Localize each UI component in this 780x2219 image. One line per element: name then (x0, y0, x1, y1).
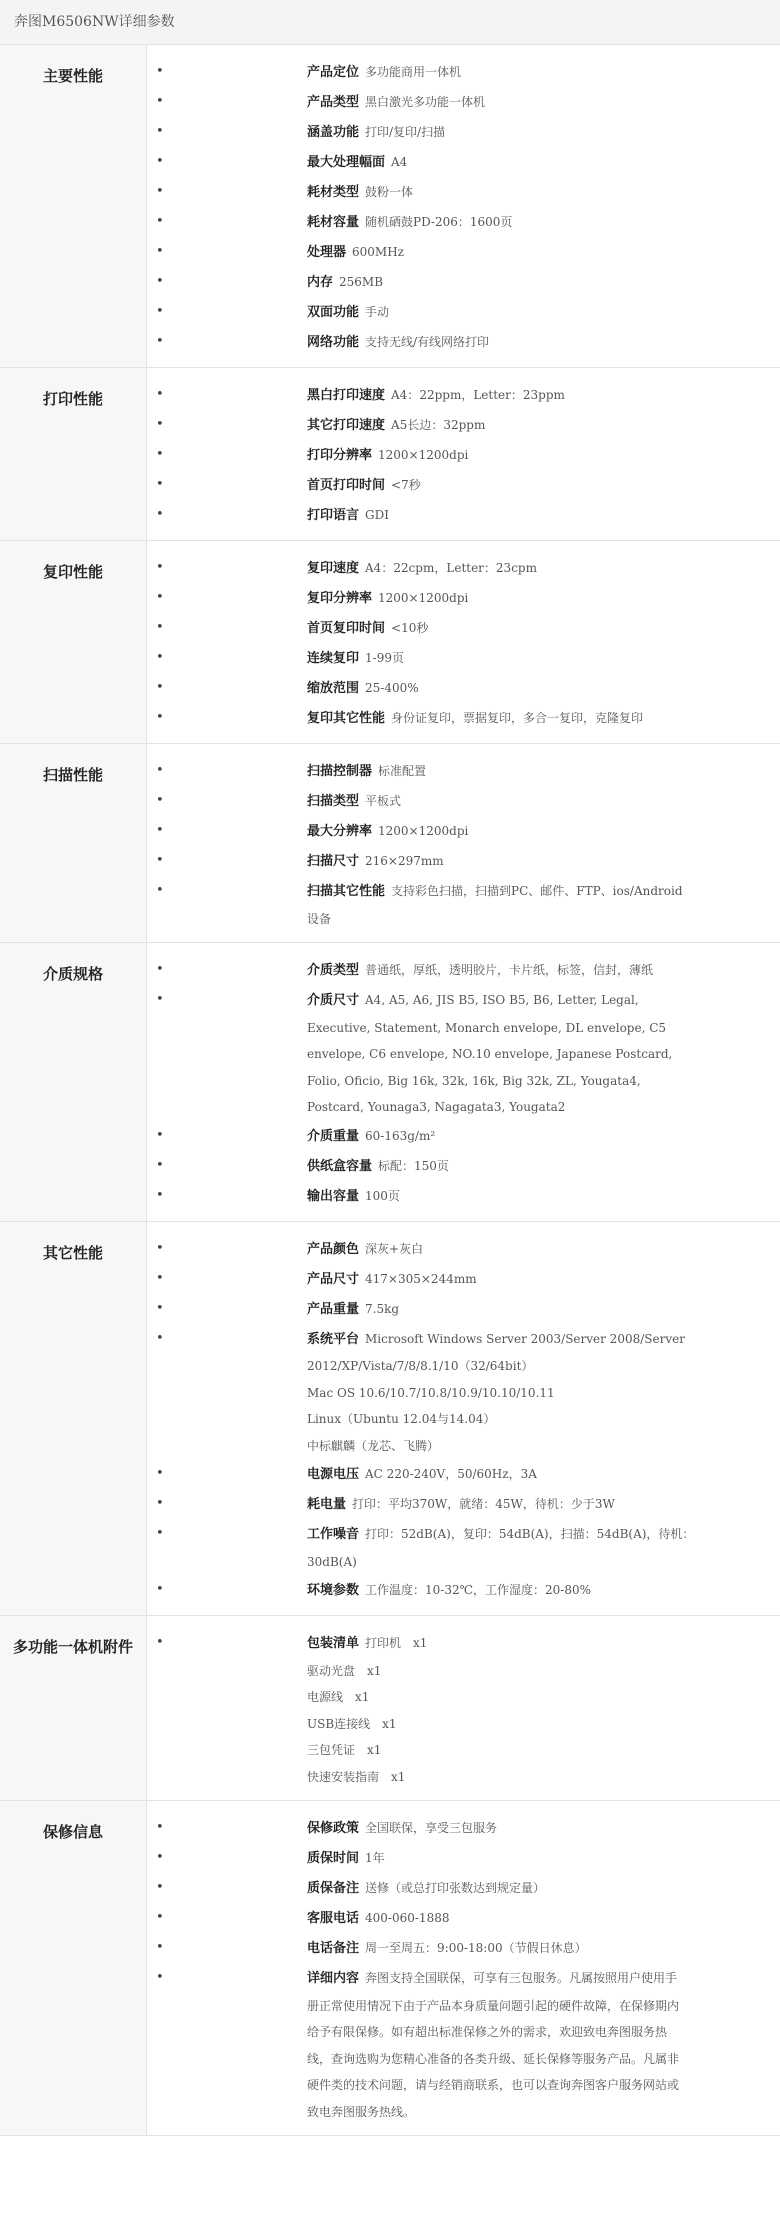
bullet-icon: • (156, 1270, 164, 1286)
spec-section (0, 1801, 780, 2136)
spec-label: 耗电量 (307, 1497, 347, 1512)
section-label: 多功能一体机附件 (0, 1616, 147, 1800)
spec-row (147, 1324, 780, 1460)
bullet-icon: • (156, 1300, 164, 1316)
bullet-icon: • (156, 1330, 164, 1346)
bullet-icon: • (156, 853, 164, 868)
bullet-icon: • (156, 274, 164, 289)
bullet-icon: • (156, 1820, 164, 1835)
spec-value: 手动 (365, 305, 390, 319)
spec-cell (307, 583, 780, 613)
spec-cell (307, 673, 780, 703)
spec-value: 400-060-1888 (365, 1911, 450, 1925)
section-body (147, 1616, 780, 1800)
spec-label: 电源电压 (307, 1467, 360, 1482)
spec-label: 耗材容量 (307, 215, 360, 230)
spec-label: 复印分辨率 (307, 591, 373, 606)
spec-cell (307, 177, 780, 207)
spec-row (147, 1933, 780, 1963)
spec-label: 包装清单 (307, 1636, 360, 1651)
bullet-icon: • (156, 1526, 164, 1541)
spec-cell (307, 643, 780, 673)
spec-section (0, 1616, 780, 1801)
spec-value: 7.5kg (365, 1301, 400, 1316)
section-label: 主要性能 (0, 45, 147, 367)
spec-row (147, 57, 780, 87)
spec-label: 黑白打印速度 (307, 388, 386, 403)
spec-value-line: 快速安装指南 x1 (307, 1769, 406, 1784)
bullet-icon: • (156, 64, 164, 79)
spec-value: 1200×1200dpi (378, 591, 469, 605)
spec-label: 工作噪音 (307, 1527, 360, 1542)
spec-value: 平板式 (365, 794, 402, 808)
spec-row (147, 470, 780, 500)
spec-cell (307, 57, 780, 87)
spec-cell (307, 1873, 780, 1903)
spec-cell (307, 1933, 780, 1963)
bullet-icon: • (156, 477, 164, 492)
spec-value-line: 硬件类的技术问题，请与经销商联系，也可以查询奔图客户服务网站或 (307, 2078, 680, 2092)
spec-label: 产品颜色 (307, 1241, 360, 1257)
section-label: 介质规格 (0, 943, 147, 1221)
spec-section (0, 368, 780, 541)
spec-value: 216×297mm (365, 854, 444, 868)
spec-value-line: 致电奔图服务热线。 (307, 2104, 416, 2119)
spec-value-line: 册正常使用情况下由于产品本身质量问题引起的硬件故障，在保修期内 (307, 1998, 680, 2013)
bullet-icon: • (156, 334, 164, 349)
spec-row (147, 237, 780, 267)
bullet-icon: • (156, 1970, 164, 1985)
spec-row (147, 756, 780, 786)
section-body (147, 368, 780, 540)
spec-label: 最大分辨率 (307, 824, 373, 839)
spec-label: 耗材类型 (307, 185, 360, 200)
spec-label: 其它打印速度 (307, 418, 386, 433)
spec-value: 1200×1200dpi (378, 448, 469, 462)
spec-row (147, 207, 780, 237)
bullet-icon: • (156, 417, 164, 432)
spec-label: 质保备注 (307, 1881, 360, 1896)
spec-label: 首页复印时间 (307, 621, 386, 636)
spec-cell (307, 237, 780, 267)
spec-label: 缩放范围 (307, 681, 360, 696)
spec-value: <7秒 (391, 478, 421, 492)
spec-label: 介质类型 (307, 963, 360, 978)
spec-row (147, 1519, 780, 1575)
spec-value-line: Postcard, Younaga3, Nagagata3, Yougata2 (307, 1100, 566, 1114)
spec-row (147, 786, 780, 816)
section-body (147, 45, 780, 367)
section-label: 打印性能 (0, 368, 147, 540)
bullet-icon: • (156, 680, 164, 695)
spec-label: 首页打印时间 (307, 478, 386, 493)
spec-value-line: Folio, Oficio, Big 16k, 32k, 16k, Big 32k, ZL, Yougata4, (307, 1073, 641, 1088)
bullet-icon: • (156, 710, 164, 725)
spec-value: 1-99页 (365, 651, 404, 665)
section-label: 其它性能 (0, 1222, 147, 1616)
spec-value: 标配：150页 (378, 1158, 449, 1173)
spec-cell (307, 1324, 780, 1460)
spec-label: 连续复印 (307, 651, 360, 666)
spec-cell (307, 876, 780, 932)
spec-label: 扫描其它性能 (307, 884, 386, 899)
spec-cell (307, 297, 780, 327)
spec-label: 扫描控制器 (307, 764, 373, 779)
bullet-icon: • (156, 214, 164, 229)
spec-row (147, 553, 780, 583)
spec-value-line: 电源线 x1 (307, 1690, 370, 1704)
spec-row (147, 267, 780, 297)
spec-label: 内存 (307, 275, 334, 290)
spec-cell (307, 846, 780, 876)
spec-value: 100页 (365, 1188, 400, 1203)
spec-section (0, 541, 780, 744)
spec-label: 系统平台 (307, 1331, 360, 1347)
spec-value: 1年 (365, 1851, 385, 1865)
spec-label: 最大处理幅面 (307, 155, 386, 170)
spec-value: A4：22cpm，Letter：23cpm (365, 561, 537, 575)
spec-value: 黑白激光多功能一体机 (365, 95, 486, 109)
spec-cell (307, 380, 780, 410)
section-body (147, 943, 780, 1221)
spec-row (147, 440, 780, 470)
section-label: 保修信息 (0, 1801, 147, 2135)
bullet-icon: • (156, 1582, 164, 1597)
spec-row (147, 876, 780, 932)
spec-label: 电话备注 (307, 1941, 360, 1956)
spec-row (147, 1264, 780, 1294)
spec-label: 保修政策 (307, 1821, 360, 1836)
spec-row (147, 1489, 780, 1519)
spec-value-line: Mac OS 10.6/10.7/10.8/10.9/10.10/10.11 (307, 1385, 555, 1400)
bullet-icon: • (156, 154, 164, 169)
spec-value-line: 三包凭证 x1 (307, 1743, 382, 1757)
spec-row (147, 117, 780, 147)
spec-cell (307, 553, 780, 583)
spec-row (147, 985, 780, 1121)
spec-value-line: 中标麒麟（龙芯、飞腾） (307, 1438, 440, 1453)
spec-cell (307, 1151, 780, 1181)
spec-row (147, 1459, 780, 1489)
bullet-icon: • (156, 1240, 164, 1256)
spec-row (147, 1181, 780, 1211)
spec-row (147, 583, 780, 613)
spec-value-line: 线，查询选购为您精心准备的各类升级、延长保修等服务产品。凡属非 (307, 2051, 680, 2066)
bullet-icon: • (156, 1880, 164, 1895)
spec-label: 网络功能 (307, 335, 360, 350)
spec-value: 身份证复印，票据复印，多合一复印，克隆复印 (391, 711, 644, 725)
spec-cell (307, 1294, 780, 1324)
spec-value: GDI (365, 508, 389, 522)
spec-label: 介质尺寸 (307, 993, 360, 1008)
bullet-icon: • (156, 124, 164, 139)
spec-table (0, 45, 780, 2136)
spec-value-line: Linux（Ubuntu 12.04与14.04） (307, 1412, 496, 1426)
spec-cell (307, 117, 780, 147)
spec-value: 支持彩色扫描，扫描到PC、邮件、FTP、ios/Android (391, 884, 683, 898)
spec-value: 打印机 x1 (365, 1636, 428, 1650)
spec-cell (307, 816, 780, 846)
spec-cell (307, 1903, 780, 1933)
bullet-icon: • (156, 304, 164, 319)
spec-value: 417×305×244mm (365, 1271, 477, 1286)
spec-cell (307, 613, 780, 643)
bullet-icon: • (156, 793, 164, 808)
bullet-icon: • (156, 962, 164, 977)
spec-cell (307, 1234, 780, 1264)
spec-row (147, 1813, 780, 1843)
spec-value-line: 2012/XP/Vista/7/8/8.1/10（32/64bit） (307, 1359, 534, 1373)
spec-value: 全国联保，享受三包服务 (365, 1821, 498, 1835)
bullet-icon: • (156, 1635, 164, 1650)
spec-row (147, 1628, 780, 1790)
spec-value-line: 30dB(A) (307, 1554, 357, 1569)
spec-label: 产品定位 (307, 65, 360, 80)
spec-row (147, 846, 780, 876)
spec-cell (307, 786, 780, 816)
bullet-icon: • (156, 507, 164, 522)
spec-cell (307, 703, 780, 733)
spec-value: 打印/复印/扫描 (365, 125, 446, 139)
spec-label: 双面功能 (307, 305, 360, 320)
spec-cell (307, 440, 780, 470)
bullet-icon: • (156, 1850, 164, 1865)
spec-value: 奔图支持全国联保，可享有三包服务。凡属按照用户使用手 (365, 1971, 678, 1985)
bullet-icon: • (156, 590, 164, 605)
spec-value: 周一至周五：9:00-18:00（节假日休息） (365, 1941, 587, 1955)
spec-row (147, 1294, 780, 1324)
spec-value-line: 驱动光盘 x1 (307, 1663, 382, 1678)
spec-cell (307, 985, 780, 1121)
bullet-icon: • (156, 244, 164, 259)
spec-label: 产品重量 (307, 1301, 360, 1317)
spec-section (0, 744, 780, 943)
spec-value: 1200×1200dpi (378, 824, 469, 838)
spec-section (0, 45, 780, 368)
spec-cell (307, 327, 780, 357)
spec-row (147, 87, 780, 117)
spec-label: 供纸盒容量 (307, 1158, 373, 1174)
spec-row (147, 955, 780, 985)
section-body (147, 1801, 780, 2135)
spec-label: 介质重量 (307, 1128, 360, 1144)
spec-label: 质保时间 (307, 1851, 360, 1866)
spec-value: 256MB (339, 275, 384, 289)
spec-cell (307, 147, 780, 177)
spec-label: 打印语言 (307, 508, 360, 523)
spec-value: 打印：平均370W，就绪：45W，待机：少于3W (352, 1497, 615, 1511)
bullet-icon: • (156, 560, 164, 575)
bullet-icon: • (156, 1496, 164, 1511)
spec-value: AC 220-240V，50/60Hz，3A (365, 1467, 537, 1481)
spec-label: 复印速度 (307, 561, 360, 576)
spec-label: 扫描类型 (307, 794, 360, 809)
spec-row (147, 613, 780, 643)
spec-value: Microsoft Windows Server 2003/Server 2008/Server (365, 1331, 685, 1346)
bullet-icon: • (156, 1187, 164, 1203)
spec-row (147, 816, 780, 846)
spec-cell (307, 1813, 780, 1843)
spec-label: 环境参数 (307, 1583, 360, 1598)
spec-row (147, 1121, 780, 1151)
bullet-icon: • (156, 1910, 164, 1925)
spec-row (147, 1234, 780, 1264)
spec-row (147, 1963, 780, 2125)
spec-cell (307, 470, 780, 500)
spec-value-line: envelope, C6 envelope, NO.10 envelope, Japanese Postcard, (307, 1047, 673, 1061)
spec-value-line: 给予有限保修。如有超出标准保修之外的需求，欢迎致电奔图服务热 (307, 2025, 668, 2039)
spec-row (147, 673, 780, 703)
spec-row (147, 410, 780, 440)
section-body (147, 541, 780, 743)
bullet-icon: • (156, 763, 164, 778)
spec-cell (307, 756, 780, 786)
spec-label: 打印分辨率 (307, 448, 373, 463)
bullet-icon: • (156, 1127, 164, 1143)
spec-value: A5长边：32ppm (391, 418, 486, 432)
spec-row (147, 1873, 780, 1903)
bullet-icon: • (156, 992, 164, 1007)
spec-label: 产品类型 (307, 95, 360, 110)
spec-value-line: 设备 (307, 911, 332, 926)
spec-label: 输出容量 (307, 1188, 360, 1204)
spec-label: 客服电话 (307, 1911, 360, 1926)
spec-value-line: Executive, Statement, Monarch envelope, DL envelope, C5 (307, 1020, 667, 1035)
spec-value-line: USB连接线 x1 (307, 1716, 397, 1731)
bullet-icon: • (156, 184, 164, 199)
spec-row (147, 380, 780, 410)
spec-cell (307, 1575, 780, 1605)
spec-row (147, 147, 780, 177)
section-label: 复印性能 (0, 541, 147, 743)
spec-cell (307, 1519, 780, 1575)
bullet-icon: • (156, 1940, 164, 1955)
section-label: 扫描性能 (0, 744, 147, 942)
section-body (147, 1222, 780, 1616)
spec-value: A4, A5, A6, JIS B5, ISO B5, B6, Letter, Legal, (365, 993, 639, 1007)
bullet-icon: • (156, 1466, 164, 1481)
spec-value: 打印：52dB(A)，复印：54dB(A)，扫描：54dB(A)，待机： (365, 1527, 695, 1541)
spec-cell (307, 1963, 780, 2125)
spec-value: 60-163g/m² (365, 1128, 436, 1143)
spec-row (147, 1575, 780, 1605)
spec-section (0, 943, 780, 1222)
bullet-icon: • (156, 883, 164, 898)
spec-label: 复印其它性能 (307, 711, 386, 726)
spec-row (147, 500, 780, 530)
spec-cell (307, 87, 780, 117)
spec-label: 扫描尺寸 (307, 854, 360, 869)
spec-cell (307, 1181, 780, 1211)
spec-value: 深灰+灰白 (365, 1241, 424, 1256)
bullet-icon: • (156, 447, 164, 462)
spec-cell (307, 207, 780, 237)
spec-value: 送修（或总打印张数达到规定量） (365, 1881, 546, 1895)
spec-value: 多功能商用一体机 (365, 65, 462, 79)
spec-cell (307, 1843, 780, 1873)
spec-value: 25-400% (365, 681, 419, 695)
page-title: 奔图M6506NW详细参数 (0, 0, 780, 45)
spec-value: 600MHz (352, 245, 404, 259)
spec-row (147, 643, 780, 673)
spec-value: 鼓粉一体 (365, 185, 414, 199)
spec-row (147, 327, 780, 357)
spec-cell (307, 1264, 780, 1294)
bullet-icon: • (156, 650, 164, 665)
spec-cell (307, 1459, 780, 1489)
spec-value: 工作温度：10-32℃，工作湿度：20-80% (365, 1583, 592, 1597)
bullet-icon: • (156, 387, 164, 402)
bullet-icon: • (156, 823, 164, 838)
bullet-icon: • (156, 1157, 164, 1173)
spec-cell (307, 1628, 780, 1790)
spec-cell (307, 500, 780, 530)
spec-value: 普通纸，厚纸，透明胶片，卡片纸，标签，信封，薄纸 (365, 963, 654, 977)
spec-value: 随机硒鼓PD-206：1600页 (365, 215, 513, 229)
spec-label: 详细内容 (307, 1971, 360, 1986)
spec-value: 标准配置 (378, 764, 427, 778)
section-body (147, 744, 780, 942)
spec-value: A4 (391, 155, 408, 169)
spec-row (147, 1151, 780, 1181)
spec-cell (307, 955, 780, 985)
bullet-icon: • (156, 620, 164, 635)
spec-cell (307, 410, 780, 440)
spec-value: <10秒 (391, 621, 429, 635)
spec-section (0, 1222, 780, 1617)
spec-cell (307, 1489, 780, 1519)
spec-row (147, 297, 780, 327)
spec-row (147, 1903, 780, 1933)
spec-row (147, 1843, 780, 1873)
spec-value: 支持无线/有线网络打印 (365, 335, 490, 349)
spec-label: 涵盖功能 (307, 125, 360, 140)
spec-cell (307, 267, 780, 297)
spec-label: 处理器 (307, 245, 347, 260)
spec-row (147, 703, 780, 733)
bullet-icon: • (156, 94, 164, 109)
spec-row (147, 177, 780, 207)
spec-label: 产品尺寸 (307, 1271, 360, 1287)
spec-cell (307, 1121, 780, 1151)
spec-value: A4：22ppm，Letter：23ppm (391, 388, 565, 402)
